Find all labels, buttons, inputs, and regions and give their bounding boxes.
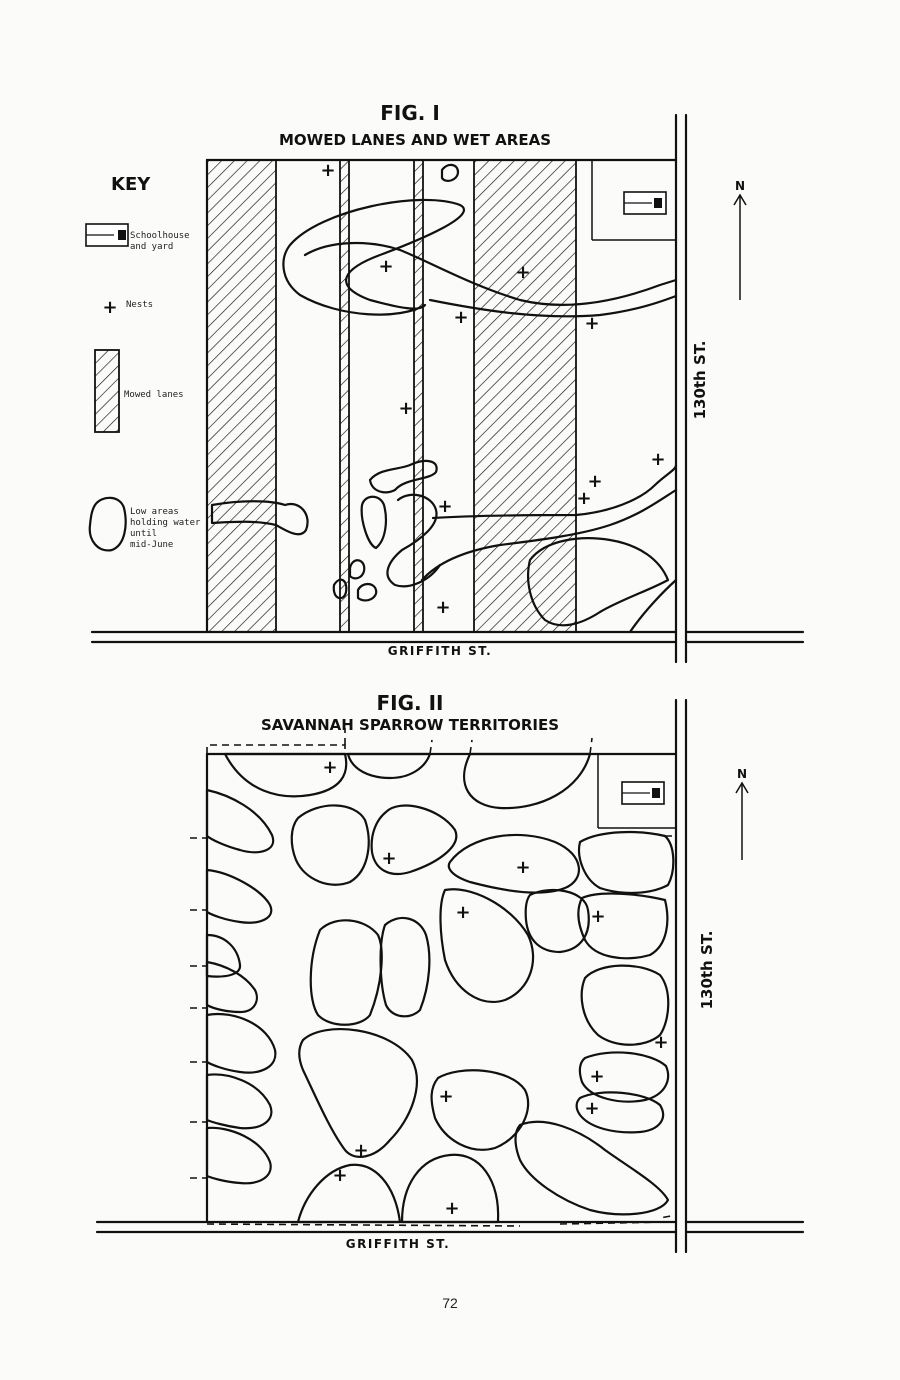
- territory-edge: [207, 1224, 520, 1226]
- wet-area: [350, 560, 364, 578]
- territory: [440, 889, 533, 1002]
- territory: [348, 754, 430, 778]
- territory: [207, 790, 273, 852]
- territory: [292, 805, 369, 884]
- territory: [207, 1128, 271, 1183]
- nest-marker: +: [515, 262, 531, 283]
- territory: [381, 918, 430, 1016]
- key-schoolhouse-label: and yard: [130, 242, 174, 252]
- key-title: KEY: [111, 174, 151, 195]
- fig1-key: [86, 174, 201, 550]
- territory-edge: [207, 745, 345, 754]
- territory-edge: [430, 740, 432, 754]
- territory: [207, 1014, 275, 1073]
- nest-marker: +: [398, 398, 414, 419]
- key-mowed-label: Mowed lanes: [124, 390, 184, 400]
- fig2-street-east-label: 130th ST.: [698, 930, 716, 1010]
- nest-marker: +: [435, 597, 451, 618]
- fig1-schoolhouse-icon: [624, 192, 666, 214]
- territory: [579, 832, 673, 893]
- fig1-title: FIG. I: [380, 101, 440, 125]
- key-nest-icon: +: [102, 297, 118, 318]
- wet-area: [362, 497, 386, 548]
- nest-marker: +: [381, 848, 397, 869]
- fig1-north-arrow: [734, 179, 746, 300]
- key-nests-label: Nests: [126, 300, 154, 310]
- fig1: [86, 101, 803, 662]
- territory: [298, 1165, 400, 1222]
- territory: [449, 835, 579, 893]
- fig2-subtitle: SAVANNAH SPARROW TERRITORIES: [260, 716, 560, 734]
- fig2-schoolhouse-icon: [622, 782, 664, 804]
- nest-marker: +: [438, 1086, 454, 1107]
- nest-marker: +: [515, 857, 531, 878]
- fig2-territories: [207, 754, 673, 1222]
- nest-marker: +: [587, 471, 603, 492]
- north-label: N: [736, 767, 748, 781]
- fig2-north-arrow: [736, 767, 748, 860]
- territory: [299, 1029, 417, 1157]
- territory-edge: [660, 836, 676, 1218]
- territory: [207, 935, 240, 977]
- fig1-wet-areas: [212, 165, 676, 632]
- key-water-label: mid-June: [130, 540, 174, 550]
- nest-marker: +: [584, 1098, 600, 1119]
- fig2: [97, 691, 803, 1252]
- key-water-icon: [90, 498, 126, 551]
- territory: [432, 1070, 529, 1149]
- territory: [311, 920, 382, 1024]
- nest-marker: +: [320, 160, 336, 181]
- key-water-label: holding water: [130, 518, 201, 528]
- fig2-title: FIG. II: [376, 691, 444, 715]
- nest-marker: +: [332, 1165, 348, 1186]
- key-water-label: Low areas: [130, 507, 179, 517]
- territory: [464, 754, 590, 808]
- fig1-street-south-label: GRIFFITH ST.: [387, 644, 493, 658]
- nest-marker: +: [653, 1032, 669, 1053]
- fig2-street-south-label: GRIFFITH ST.: [345, 1237, 451, 1251]
- wet-area: [442, 165, 458, 181]
- key-water-label: until: [130, 529, 158, 539]
- nest-marker: +: [353, 1140, 369, 1161]
- nest-marker: +: [576, 488, 592, 509]
- nest-marker: +: [455, 902, 471, 923]
- territory-edge: [470, 740, 472, 754]
- nest-marker: +: [584, 313, 600, 334]
- fig1-mowed-lanes: [207, 160, 676, 632]
- nest-marker: +: [378, 256, 394, 277]
- nest-marker: +: [453, 307, 469, 328]
- fig1-subtitle: MOWED LANES AND WET AREAS: [278, 131, 552, 149]
- key-schoolhouse-icon: [86, 224, 128, 246]
- wet-area: [283, 200, 464, 315]
- page-number: 72: [442, 1295, 458, 1311]
- territory: [207, 1074, 271, 1128]
- mowed-lane: [414, 160, 423, 632]
- territory: [207, 870, 271, 923]
- nest-marker: +: [590, 906, 606, 927]
- wet-area: [370, 461, 437, 492]
- nest-marker: +: [437, 496, 453, 517]
- territory-edge: [590, 738, 592, 754]
- nest-marker: +: [322, 757, 338, 778]
- territory: [207, 962, 257, 1012]
- nest-marker: +: [650, 449, 666, 470]
- fig1-street-east-label: 130th ST.: [691, 340, 709, 420]
- mowed-lane: [474, 160, 576, 632]
- nest-marker: +: [444, 1198, 460, 1219]
- wet-area: [358, 584, 376, 600]
- north-label: N: [734, 179, 746, 193]
- nest-marker: +: [589, 1066, 605, 1087]
- key-schoolhouse-label: Schoolhouse: [130, 231, 190, 241]
- key-mowed-swatch: [95, 350, 119, 432]
- mowed-lane: [340, 160, 349, 632]
- mowed-lane: [207, 160, 276, 632]
- territory: [516, 1122, 669, 1214]
